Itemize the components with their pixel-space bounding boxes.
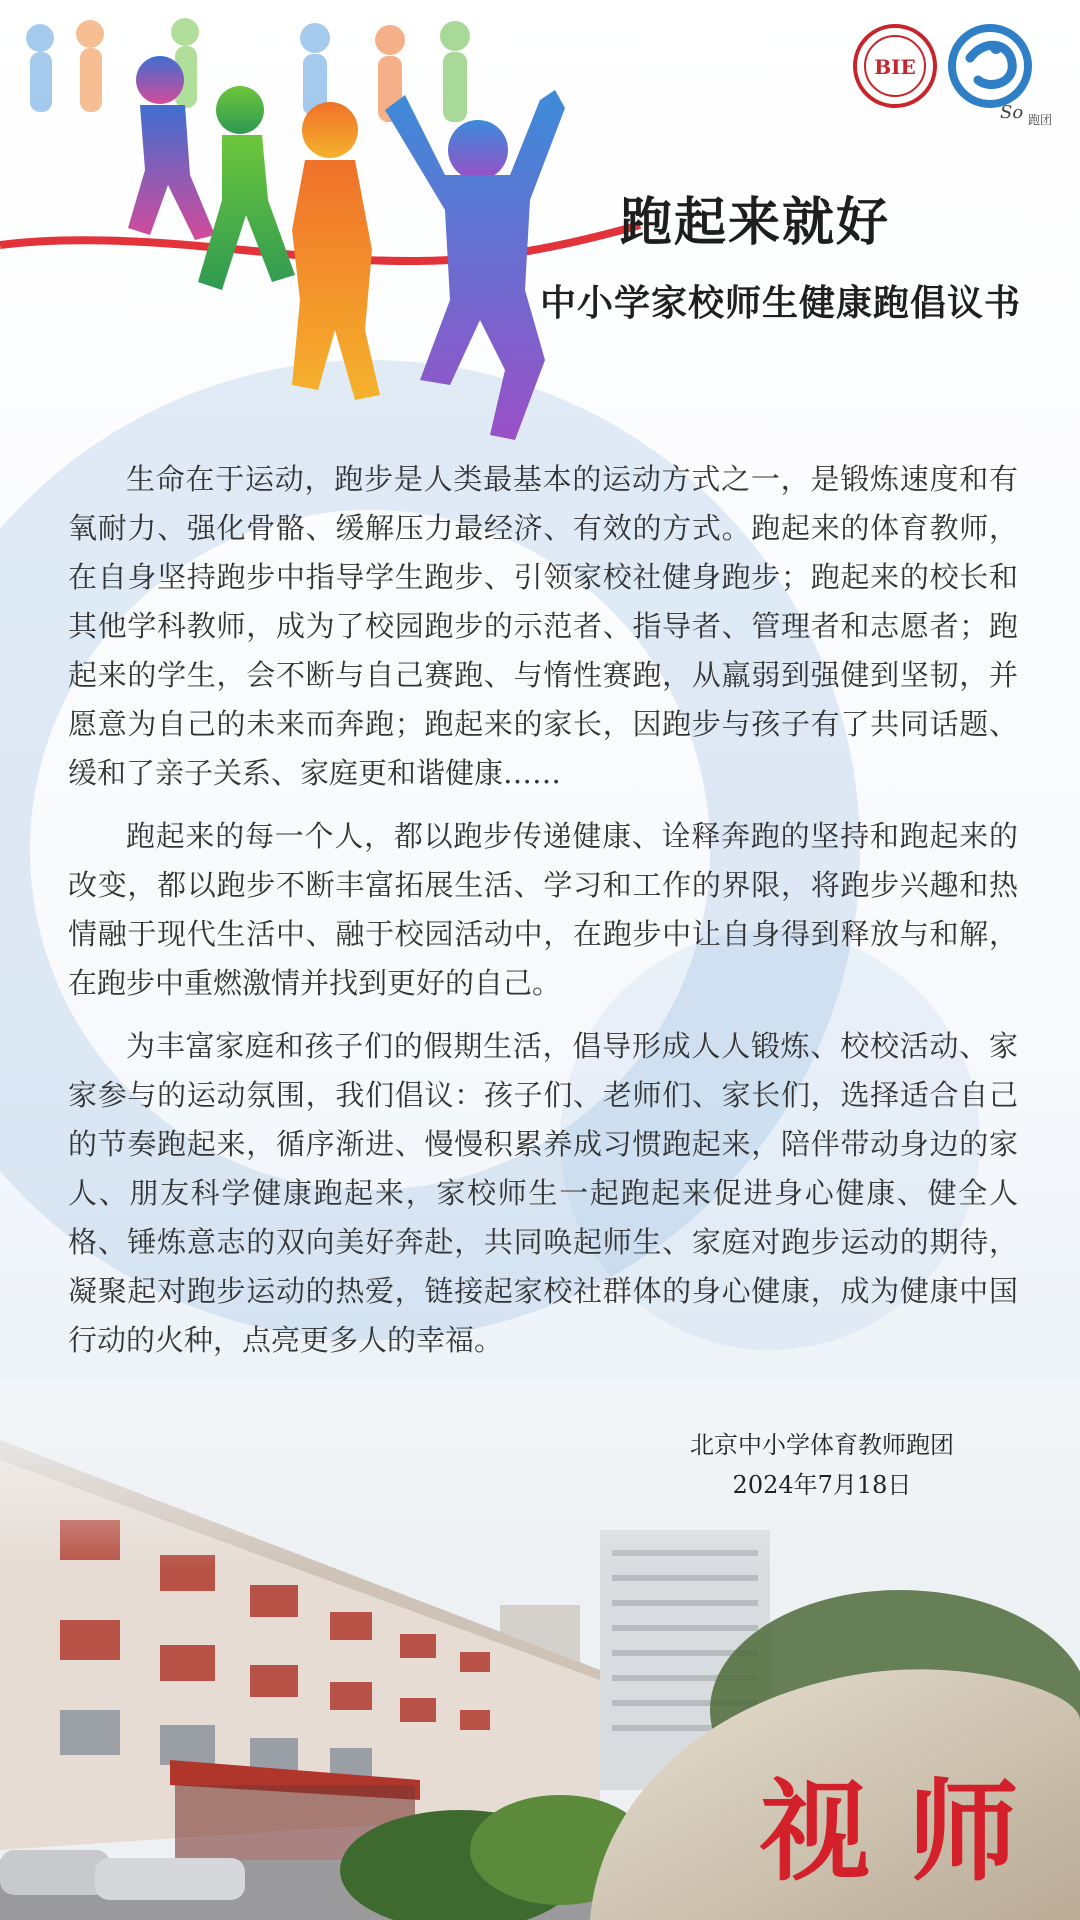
logos — [850, 18, 1060, 133]
runners-illustration — [0, 0, 650, 470]
club-logo-subtext: 跑团 — [1028, 113, 1053, 127]
paragraph-1: 生命在于运动，跑步是人类最基本的运动方式之一，是锻炼速度和有氧耐力、强化骨骼、缓解压力最经济、有效的方式。跑起来的体育教师，在自身坚持跑步中指导学生跑步、引领家校社健身跑步；跑起来的校长和其他学科教师，成为了校园跑步的示范者、指导者、管理者和志愿者；跑起来的学生，会不断与自己赛跑、与惰性赛跑，从羸弱到强健到坚韧，并愿意为自己的未来而奔跑；跑起来的家长，因跑步与孩子有了共同话题、缓和了亲子关系、家庭更和谐健康…… — [68, 462, 1018, 790]
body-text — [68, 455, 1018, 1379]
so-club-logo-icon — [952, 28, 1052, 127]
paragraph-3: 为丰富家庭和孩子们的假期生活，倡导形成人人锻炼、校校活动、家家参与的运动氛围，我们倡议：孩子们、老师们、家长们，选择适合自己的节奏跑起来，循序渐进、慢慢积累养成习惯跑起来，陪伴带动身边的家人、朋友科学健康跑起来，家校师生一起跑起来促进身心健康、健全人格、锤炼意志的双向美好奔赴，共同唤起师生、家庭对跑步运动的期待，凝聚起对跑步运动的热爱，链接起家校社群体的身心健康，成为健康中国行动的火种，点亮更多人的幸福。 — [68, 1029, 1018, 1357]
signature — [690, 1425, 954, 1505]
institute-seal-text: BIE — [874, 55, 916, 79]
paragraph-2: 跑起来的每一个人，都以跑步传递健康、诠释奔跑的坚持和跑起来的改变，都以跑步不断丰富拓展生活、学习和工作的界限，将跑步兴趣和热情融于现代生活中、融于校园活动中，在跑步中让自身得到释放与和解，在跑步中重燃激情并找到更好的自己。 — [68, 819, 1018, 1000]
signature-date: 2024年7月18日 — [732, 1471, 912, 1499]
poster-title: 跑起来就好 — [620, 192, 891, 253]
club-logo-text: So — [1000, 102, 1024, 123]
institute-seal-icon — [855, 26, 935, 106]
signature-org: 北京中小学体育教师跑团 — [690, 1431, 954, 1459]
poster-subtitle: 中小学家校师生健康跑倡议书 — [540, 282, 1022, 324]
